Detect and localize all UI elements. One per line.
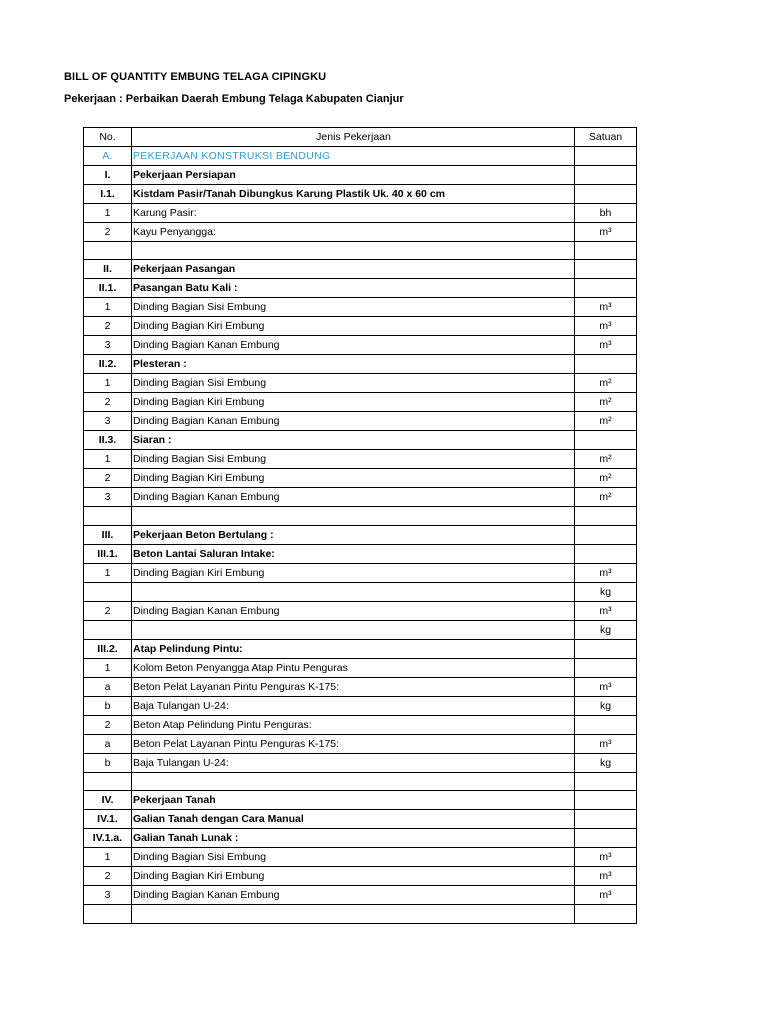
cell-unit bbox=[575, 791, 637, 810]
cell-no: IV.1. bbox=[84, 810, 132, 829]
table-row bbox=[84, 279, 637, 298]
cell-unit: m² bbox=[575, 374, 637, 393]
cell-no bbox=[84, 507, 132, 525]
cell-no: 1 bbox=[84, 848, 132, 867]
cell-no: 3 bbox=[84, 488, 132, 507]
cell-unit: m² bbox=[575, 488, 637, 507]
table-row bbox=[84, 696, 637, 715]
bill-of-quantity-table bbox=[83, 127, 637, 924]
table-row bbox=[84, 620, 637, 639]
cell-unit bbox=[575, 772, 637, 790]
cell-no: 2 bbox=[84, 223, 132, 242]
cell-job: PEKERJAAN KONSTRUKSI BENDUNG bbox=[132, 147, 575, 166]
cell-unit: m³ bbox=[575, 677, 637, 696]
table-row bbox=[84, 298, 637, 317]
cell-job: Karung Pasir: bbox=[132, 204, 575, 223]
cell-no bbox=[84, 905, 132, 923]
cell-unit: m³ bbox=[575, 734, 637, 753]
cell-job: Beton Pelat Layanan Pintu Penguras K-175: bbox=[132, 677, 575, 696]
cell-job: Baja Tulangan U-24: bbox=[132, 753, 575, 772]
cell-job: Atap Pelindung Pintu: bbox=[132, 639, 575, 658]
cell-unit bbox=[575, 185, 637, 204]
cell-unit bbox=[575, 507, 637, 525]
cell-unit: m² bbox=[575, 469, 637, 488]
cell-no: 1 bbox=[84, 658, 132, 677]
cell-unit: m³ bbox=[575, 601, 637, 620]
cell-job: Siaran : bbox=[132, 431, 575, 450]
cell-no: IV. bbox=[84, 791, 132, 810]
table-row bbox=[84, 242, 637, 260]
cell-job: Dinding Bagian Sisi Embung bbox=[132, 374, 575, 393]
cell-no: b bbox=[84, 696, 132, 715]
table-row bbox=[84, 431, 637, 450]
table-row bbox=[84, 905, 637, 923]
cell-no: 2 bbox=[84, 715, 132, 734]
cell-unit bbox=[575, 355, 637, 374]
table-row bbox=[84, 677, 637, 696]
cell-unit bbox=[575, 829, 637, 848]
cell-job bbox=[132, 905, 575, 923]
cell-unit bbox=[575, 279, 637, 298]
cell-unit: kg bbox=[575, 620, 637, 639]
table-row bbox=[84, 658, 637, 677]
cell-no: a bbox=[84, 677, 132, 696]
cell-no: I. bbox=[84, 166, 132, 185]
cell-no bbox=[84, 242, 132, 260]
cell-no: II. bbox=[84, 260, 132, 279]
cell-no: 1 bbox=[84, 563, 132, 582]
table-row bbox=[84, 867, 637, 886]
cell-job: Dinding Bagian Kanan Embung bbox=[132, 336, 575, 355]
cell-job: Dinding Bagian Sisi Embung bbox=[132, 450, 575, 469]
cell-job: Pekerjaan Tanah bbox=[132, 791, 575, 810]
cell-unit bbox=[575, 639, 637, 658]
cell-no: III.2. bbox=[84, 639, 132, 658]
cell-job: Dinding Bagian Kiri Embung bbox=[132, 867, 575, 886]
table-row bbox=[84, 412, 637, 431]
header-job: Jenis Pekerjaan bbox=[132, 128, 575, 147]
cell-job: Kolom Beton Penyangga Atap Pintu Penguras bbox=[132, 658, 575, 677]
cell-unit bbox=[575, 260, 637, 279]
header-no: No. bbox=[84, 128, 132, 147]
cell-unit: m³ bbox=[575, 848, 637, 867]
cell-no: 1 bbox=[84, 204, 132, 223]
cell-job: Dinding Bagian Sisi Embung bbox=[132, 298, 575, 317]
cell-job bbox=[132, 582, 575, 601]
cell-no: 1 bbox=[84, 374, 132, 393]
cell-no: III.1. bbox=[84, 544, 132, 563]
cell-unit: kg bbox=[575, 696, 637, 715]
cell-no: 2 bbox=[84, 317, 132, 336]
cell-job: Beton Atap Pelindung Pintu Penguras: bbox=[132, 715, 575, 734]
cell-unit bbox=[575, 810, 637, 829]
cell-job bbox=[132, 242, 575, 260]
cell-no: II.3. bbox=[84, 431, 132, 450]
cell-unit: m³ bbox=[575, 867, 637, 886]
cell-no: 2 bbox=[84, 867, 132, 886]
cell-no: 2 bbox=[84, 601, 132, 620]
cell-unit: m² bbox=[575, 393, 637, 412]
table-row bbox=[84, 204, 637, 223]
cell-job: Kayu Penyangga: bbox=[132, 223, 575, 242]
cell-no: II.1. bbox=[84, 279, 132, 298]
table-row bbox=[84, 886, 637, 905]
table-row bbox=[84, 336, 637, 355]
table-header-row bbox=[84, 128, 637, 147]
header-unit: Satuan bbox=[575, 128, 637, 147]
cell-no: 2 bbox=[84, 469, 132, 488]
table-row bbox=[84, 185, 637, 204]
cell-no: 2 bbox=[84, 393, 132, 412]
cell-unit bbox=[575, 242, 637, 260]
table-row bbox=[84, 450, 637, 469]
table-row bbox=[84, 260, 637, 279]
cell-job: Baja Tulangan U-24: bbox=[132, 696, 575, 715]
table-row bbox=[84, 525, 637, 544]
cell-no: 1 bbox=[84, 298, 132, 317]
cell-unit bbox=[575, 715, 637, 734]
cell-no: III. bbox=[84, 525, 132, 544]
cell-unit bbox=[575, 544, 637, 563]
table-row bbox=[84, 507, 637, 525]
cell-job: Pekerjaan Pasangan bbox=[132, 260, 575, 279]
table-row bbox=[84, 601, 637, 620]
document-subtitle: Pekerjaan : Perbaikan Daerah Embung Telaga Kabupaten Cianjur bbox=[64, 93, 404, 105]
table-row bbox=[84, 393, 637, 412]
cell-job: Dinding Bagian Kiri Embung bbox=[132, 393, 575, 412]
cell-job: Pasangan Batu Kali : bbox=[132, 279, 575, 298]
table-row bbox=[84, 772, 637, 790]
table-row bbox=[84, 317, 637, 336]
cell-job: Dinding Bagian Kanan Embung bbox=[132, 601, 575, 620]
cell-unit bbox=[575, 905, 637, 923]
cell-unit: m³ bbox=[575, 563, 637, 582]
cell-job: Galian Tanah dengan Cara Manual bbox=[132, 810, 575, 829]
cell-job: Kistdam Pasir/Tanah Dibungkus Karung Plastik Uk. 40 x 60 cm bbox=[132, 185, 575, 204]
table-row bbox=[84, 223, 637, 242]
cell-unit: kg bbox=[575, 582, 637, 601]
cell-no: a bbox=[84, 734, 132, 753]
cell-no: I.1. bbox=[84, 185, 132, 204]
cell-job: Dinding Bagian Kanan Embung bbox=[132, 886, 575, 905]
table-row bbox=[84, 374, 637, 393]
cell-no: IV.1.a. bbox=[84, 829, 132, 848]
cell-job: Plesteran : bbox=[132, 355, 575, 374]
cell-unit bbox=[575, 431, 637, 450]
cell-job: Dinding Bagian Kanan Embung bbox=[132, 412, 575, 431]
cell-no: 3 bbox=[84, 412, 132, 431]
table-body bbox=[84, 147, 637, 924]
table-row bbox=[84, 469, 637, 488]
cell-job: Pekerjaan Persiapan bbox=[132, 166, 575, 185]
cell-no bbox=[84, 772, 132, 790]
table-row bbox=[84, 829, 637, 848]
cell-unit: m² bbox=[575, 412, 637, 431]
table-row bbox=[84, 639, 637, 658]
cell-job: Pekerjaan Beton Bertulang : bbox=[132, 525, 575, 544]
cell-no bbox=[84, 582, 132, 601]
cell-no: A. bbox=[84, 147, 132, 166]
cell-unit: m³ bbox=[575, 886, 637, 905]
table-row bbox=[84, 488, 637, 507]
cell-job: Beton Lantai Saluran Intake: bbox=[132, 544, 575, 563]
cell-no: 3 bbox=[84, 886, 132, 905]
cell-unit: bh bbox=[575, 204, 637, 223]
table-row bbox=[84, 753, 637, 772]
cell-no: b bbox=[84, 753, 132, 772]
cell-job bbox=[132, 772, 575, 790]
table-row bbox=[84, 810, 637, 829]
cell-job bbox=[132, 620, 575, 639]
table-row bbox=[84, 582, 637, 601]
document-title: BILL OF QUANTITY EMBUNG TELAGA CIPINGKU bbox=[64, 71, 327, 83]
cell-job: Beton Pelat Layanan Pintu Penguras K-175: bbox=[132, 734, 575, 753]
cell-job: Dinding Bagian Kiri Embung bbox=[132, 469, 575, 488]
table-row bbox=[84, 734, 637, 753]
cell-job: Galian Tanah Lunak : bbox=[132, 829, 575, 848]
cell-unit bbox=[575, 166, 637, 185]
cell-unit: m³ bbox=[575, 298, 637, 317]
cell-unit: kg bbox=[575, 753, 637, 772]
cell-unit bbox=[575, 525, 637, 544]
cell-job: Dinding Bagian Sisi Embung bbox=[132, 848, 575, 867]
table-row bbox=[84, 166, 637, 185]
cell-unit: m³ bbox=[575, 223, 637, 242]
table-row bbox=[84, 715, 637, 734]
cell-job: Dinding Bagian Kiri Embung bbox=[132, 563, 575, 582]
cell-no: 3 bbox=[84, 336, 132, 355]
cell-no: 1 bbox=[84, 450, 132, 469]
cell-unit bbox=[575, 147, 637, 166]
cell-unit: m³ bbox=[575, 317, 637, 336]
cell-unit: m³ bbox=[575, 336, 637, 355]
table-row bbox=[84, 791, 637, 810]
cell-no: II.2. bbox=[84, 355, 132, 374]
cell-unit bbox=[575, 658, 637, 677]
cell-job bbox=[132, 507, 575, 525]
cell-job: Dinding Bagian Kiri Embung bbox=[132, 317, 575, 336]
table-row bbox=[84, 544, 637, 563]
table-row bbox=[84, 147, 637, 166]
table-row bbox=[84, 848, 637, 867]
cell-unit: m² bbox=[575, 450, 637, 469]
cell-job: Dinding Bagian Kanan Embung bbox=[132, 488, 575, 507]
table-row bbox=[84, 563, 637, 582]
cell-no bbox=[84, 620, 132, 639]
table-row bbox=[84, 355, 637, 374]
